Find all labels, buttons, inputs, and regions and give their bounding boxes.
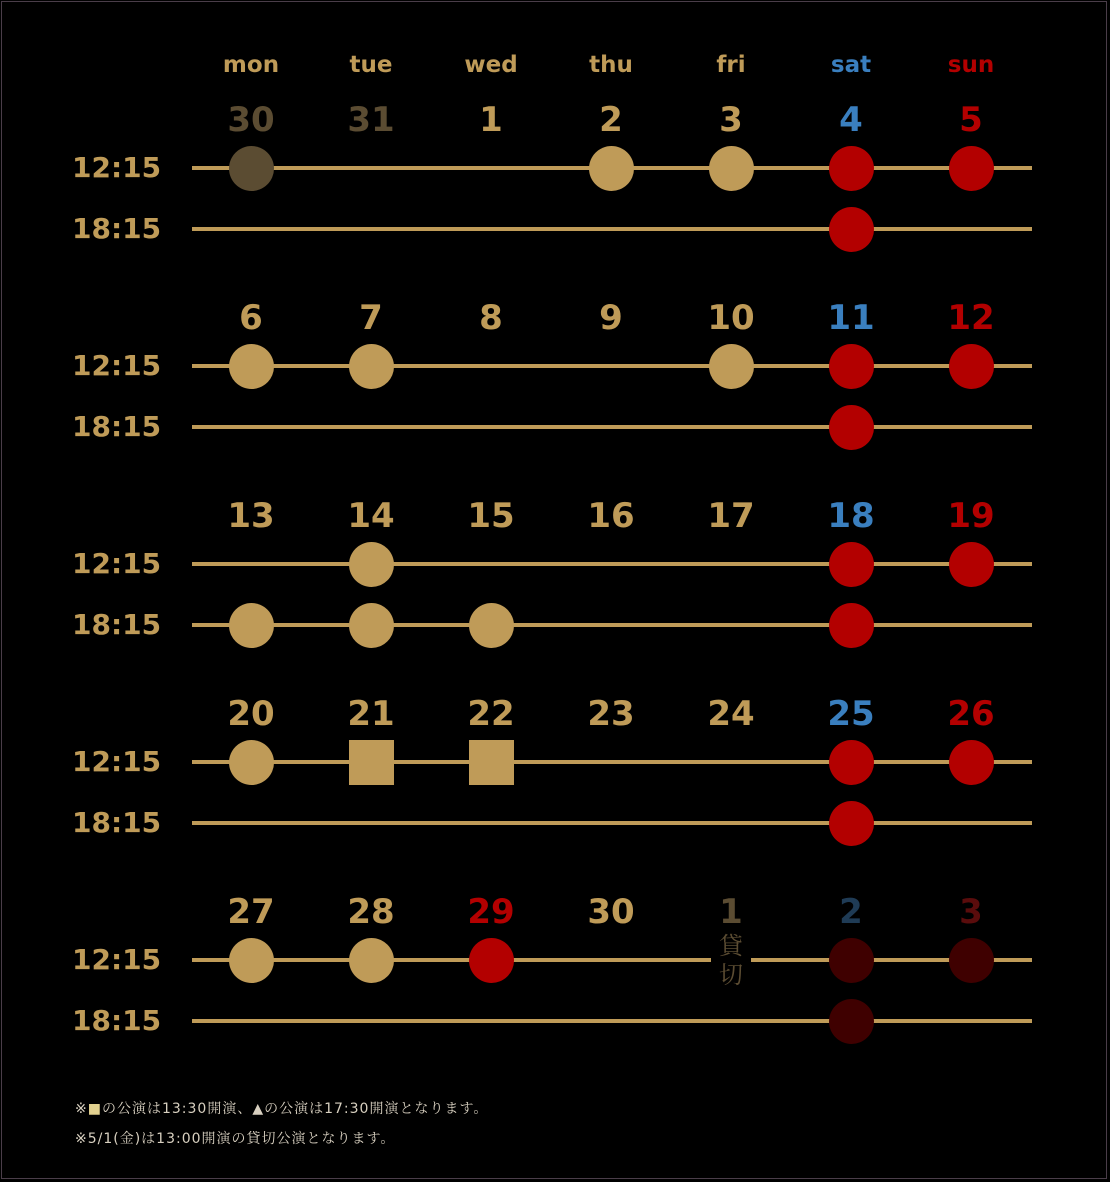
timeline-matinee: [192, 958, 1032, 962]
timeline-matinee: [192, 760, 1032, 764]
day-number: 22: [467, 694, 515, 734]
private-booking-label: 貸切: [711, 932, 751, 990]
day-number: 23: [587, 694, 635, 734]
day-number: 16: [587, 496, 635, 536]
performance-circle-marker[interactable]: [349, 344, 394, 389]
triangle-symbol-icon: ▲: [252, 1101, 265, 1117]
performance-circle-marker[interactable]: [469, 603, 514, 648]
performance-circle-marker[interactable]: [949, 344, 994, 389]
day-number: 9: [599, 298, 623, 338]
day-number: 10: [707, 298, 755, 338]
day-number: 17: [707, 496, 755, 536]
timeline-evening: [192, 623, 1032, 627]
footnote-triangle-text: の公演は17:30開演となります。: [264, 1101, 489, 1117]
square-symbol-icon: ■: [87, 1101, 102, 1117]
performance-circle-marker[interactable]: [949, 542, 994, 587]
day-number: 28: [347, 892, 395, 932]
day-number: 26: [947, 694, 995, 734]
day-number: 31: [347, 100, 395, 140]
timeline-matinee: [192, 364, 1032, 368]
performance-square-marker[interactable]: [469, 740, 514, 785]
day-number: 19: [947, 496, 995, 536]
performance-circle-marker[interactable]: [829, 542, 874, 587]
time-label: 18:15: [72, 806, 162, 839]
weekday-fri: fri: [716, 52, 746, 78]
day-number: 21: [347, 694, 395, 734]
weekday-mon: mon: [222, 52, 280, 78]
timeline-evening: [192, 425, 1032, 429]
performance-circle-marker[interactable]: [949, 938, 994, 983]
performance-circle-marker[interactable]: [709, 146, 754, 191]
performance-circle-marker[interactable]: [829, 740, 874, 785]
footnote-start-times: [75, 1098, 488, 1118]
time-label: 12:15: [72, 349, 162, 382]
day-number: 12: [947, 298, 995, 338]
day-number: 15: [467, 496, 515, 536]
time-label: 18:15: [72, 1004, 162, 1037]
day-number: 14: [347, 496, 395, 536]
performance-circle-marker[interactable]: [949, 146, 994, 191]
day-number: 25: [827, 694, 875, 734]
time-label: 12:15: [72, 745, 162, 778]
performance-circle-marker[interactable]: [229, 603, 274, 648]
performance-circle-marker[interactable]: [469, 938, 514, 983]
footnote-square-text: の公演は13:30開演、: [101, 1101, 253, 1117]
performance-circle-marker[interactable]: [229, 146, 274, 191]
time-label: 12:15: [72, 151, 162, 184]
timeline-evening: [192, 227, 1032, 231]
weekday-wed: wed: [464, 52, 518, 78]
day-number: 13: [227, 496, 275, 536]
performance-circle-marker[interactable]: [349, 542, 394, 587]
performance-circle-marker[interactable]: [229, 740, 274, 785]
weekday-tue: tue: [349, 52, 393, 78]
performance-circle-marker[interactable]: [589, 146, 634, 191]
time-label: 12:15: [72, 547, 162, 580]
day-number: 8: [479, 298, 503, 338]
weekday-thu: thu: [589, 52, 633, 78]
footnote-mark: ※: [75, 1101, 88, 1117]
timeline-evening: [192, 1019, 1032, 1023]
time-label: 12:15: [72, 943, 162, 976]
day-number: 4: [839, 100, 863, 140]
day-number: 30: [587, 892, 635, 932]
day-number: 30: [227, 100, 275, 140]
timeline-matinee: [192, 562, 1032, 566]
day-number: 29: [467, 892, 515, 932]
performance-circle-marker[interactable]: [229, 938, 274, 983]
day-number: 6: [239, 298, 263, 338]
performance-circle-marker[interactable]: [349, 938, 394, 983]
day-number: 2: [839, 892, 863, 932]
day-number: 18: [827, 496, 875, 536]
performance-circle-marker[interactable]: [829, 999, 874, 1044]
time-label: 18:15: [72, 212, 162, 245]
day-number: 11: [827, 298, 875, 338]
day-number: 20: [227, 694, 275, 734]
weekday-sat: sat: [830, 52, 872, 78]
performance-circle-marker[interactable]: [949, 740, 994, 785]
day-number: 3: [959, 892, 983, 932]
performance-circle-marker[interactable]: [349, 603, 394, 648]
footnote-private-show: ※5/1(金)は13:00開演の貸切公演となります。: [75, 1131, 396, 1147]
day-number: 27: [227, 892, 275, 932]
day-number: 5: [959, 100, 983, 140]
day-number: 2: [599, 100, 623, 140]
performance-circle-marker[interactable]: [829, 801, 874, 846]
performance-circle-marker[interactable]: [229, 344, 274, 389]
day-number: 7: [359, 298, 383, 338]
performance-circle-marker[interactable]: [829, 146, 874, 191]
timeline-evening: [192, 821, 1032, 825]
performance-circle-marker[interactable]: [709, 344, 754, 389]
performance-circle-marker[interactable]: [829, 405, 874, 450]
performance-square-marker[interactable]: [349, 740, 394, 785]
time-label: 18:15: [72, 410, 162, 443]
performance-circle-marker[interactable]: [829, 207, 874, 252]
day-number: 24: [707, 694, 755, 734]
day-number: 1: [479, 100, 503, 140]
day-number: 1: [719, 892, 743, 932]
performance-circle-marker[interactable]: [829, 344, 874, 389]
time-label: 18:15: [72, 608, 162, 641]
performance-circle-marker[interactable]: [829, 938, 874, 983]
performance-circle-marker[interactable]: [829, 603, 874, 648]
day-number: 3: [719, 100, 743, 140]
weekday-sun: sun: [947, 52, 995, 78]
